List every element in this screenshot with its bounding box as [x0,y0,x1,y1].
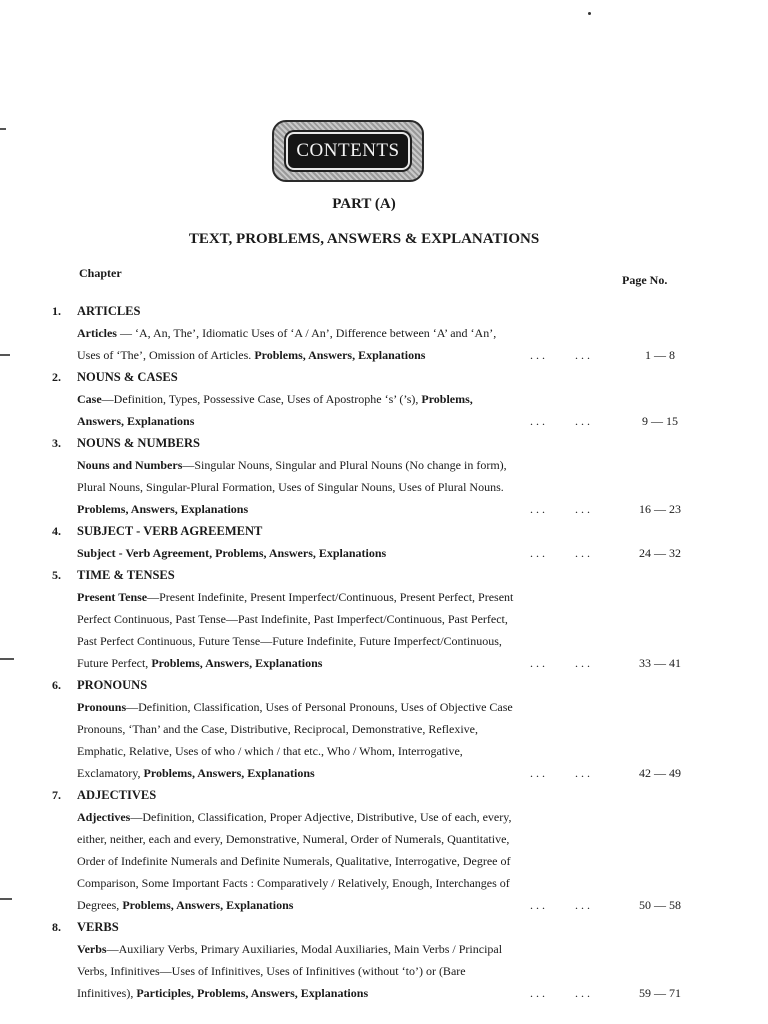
chapter-number: 8. [52,920,61,934]
chapter-description: Pronouns—Definition, Classification, Uses of Personal Pronouns, Uses of Objective Case Pronouns, ‘Than’ and the Case, Distributive, Reciprocal, Demonstrative, Reflexive, Emphatic, Relative, Uses of who / which / that etc., Who / Whom, Interrogative, Exclamatory, Problems, Answers, Explanations [77,700,513,780]
leader-dots: ... ... [530,898,593,912]
chapter-column-header: Chapter [79,266,122,280]
page-range: 24 — 32 [639,546,681,560]
scan-mark [0,658,14,660]
chapter-number: 7. [52,788,61,802]
scan-mark [0,354,10,356]
chapter-description: Verbs—Auxiliary Verbs, Primary Auxiliaries, Modal Auxiliaries, Main Verbs / Principal Verbs, Infinitives—Uses of Infinitives, Uses of Infinitives (without ‘to’) or (Bare Infinitives), Participles, Problems, Answers, Explanations [77,942,503,1000]
leader-dots: ... ... [530,766,593,780]
page-column-header: Page No. [622,273,668,287]
page-range: 59 — 71 [639,986,681,1000]
chapter-title: VERBS [77,920,119,934]
chapter-description: Subject - Verb Agreement, Problems, Answers, Explanations [77,546,387,560]
page-range: 1 — 8 [645,348,675,362]
leader-dots: ... ... [530,348,593,362]
chapter-number: 4. [52,524,61,538]
contents-badge-label: CONTENTS [286,132,410,170]
chapter-entry[interactable] [52,432,742,520]
chapter-title: PRONOUNS [77,678,148,692]
chapter-number: 3. [52,436,61,450]
page-range: 50 — 58 [639,898,681,912]
chapter-description: Adjectives—Definition, Classification, Proper Adjective, Distributive, Use of each, every, either, neither, each and every, Demonstrative, Numeral, Order of Numerals, Quantitative, Order of Indefinite Numerals and Definite Numerals, Qualitative, Interrogative, Degree of Comparison, Some Important Facts : Comparatively / Relatively, Enough, Interchanges of Degrees, Problems, Answers, Explanations [77,810,512,912]
chapter-description: Case—Definition, Types, Possessive Case, Uses of Apostrophe ‘s’ (’s), Problems, Answers, Explanations [77,392,473,428]
page-range: 9 — 15 [642,414,678,428]
chapter-number: 5. [52,568,61,582]
part-heading: PART (A) [332,196,396,212]
chapter-number: 2. [52,370,61,384]
chapter-entry[interactable] [52,784,742,916]
chapter-entry[interactable] [52,520,742,564]
chapter-entry[interactable] [52,564,742,674]
scan-mark [0,128,6,130]
chapter-title: ARTICLES [77,304,141,318]
chapter-title: TIME & TENSES [77,568,175,582]
chapter-description: Nouns and Numbers—Singular Nouns, Singular and Plural Nouns (No change in form), Plural Nouns, Singular-Plural Formation, Uses of Singular Nouns, Uses of Plural Nouns. Problems, Answers, Explanations [77,458,507,516]
chapter-title: ADJECTIVES [77,788,157,802]
chapter-entry[interactable] [52,366,742,432]
leader-dots: ... ... [530,986,593,1000]
page-range: 16 — 23 [639,502,681,516]
chapter-entry[interactable] [52,916,742,1004]
leader-dots: ... ... [530,546,593,560]
contents-badge [272,120,424,182]
chapter-description: Articles — ‘A, An, The’, Idiomatic Uses of ‘A / An’, Difference between ‘A’ and ‘An’, Uses of ‘The’, Omission of Articles. Problems, Answers, Explanations [77,326,497,362]
page-range: 42 — 49 [639,766,681,780]
leader-dots: ... ... [530,414,593,428]
chapter-entry[interactable] [52,674,742,784]
chapter-number: 1. [52,304,61,318]
part-subtitle: TEXT, PROBLEMS, ANSWERS & EXPLANATIONS [188,231,540,247]
chapter-description: Present Tense—Present Indefinite, Present Imperfect/Continuous, Present Perfect, Present Perfect Continuous, Past Tense—Past Indefinite, Past Imperfect/Continuous, Past Perfect, Past Perfect Continuous, Future Tense—Future Indefinite, Future Imperfect/Continuous, Future Perfect, Problems, Answers, Explanations [77,590,514,670]
leader-dots: ... ... [530,502,593,516]
chapter-title: SUBJECT - VERB AGREEMENT [77,524,263,538]
scan-speck [588,12,591,15]
chapter-number: 6. [52,678,61,692]
chapter-title: NOUNS & CASES [77,370,178,384]
page-range: 33 — 41 [639,656,681,670]
leader-dots: ... ... [530,656,593,670]
contents-list [52,300,742,1004]
chapter-title: NOUNS & NUMBERS [77,436,200,450]
chapter-entry[interactable] [52,300,742,366]
scan-mark [0,898,12,900]
